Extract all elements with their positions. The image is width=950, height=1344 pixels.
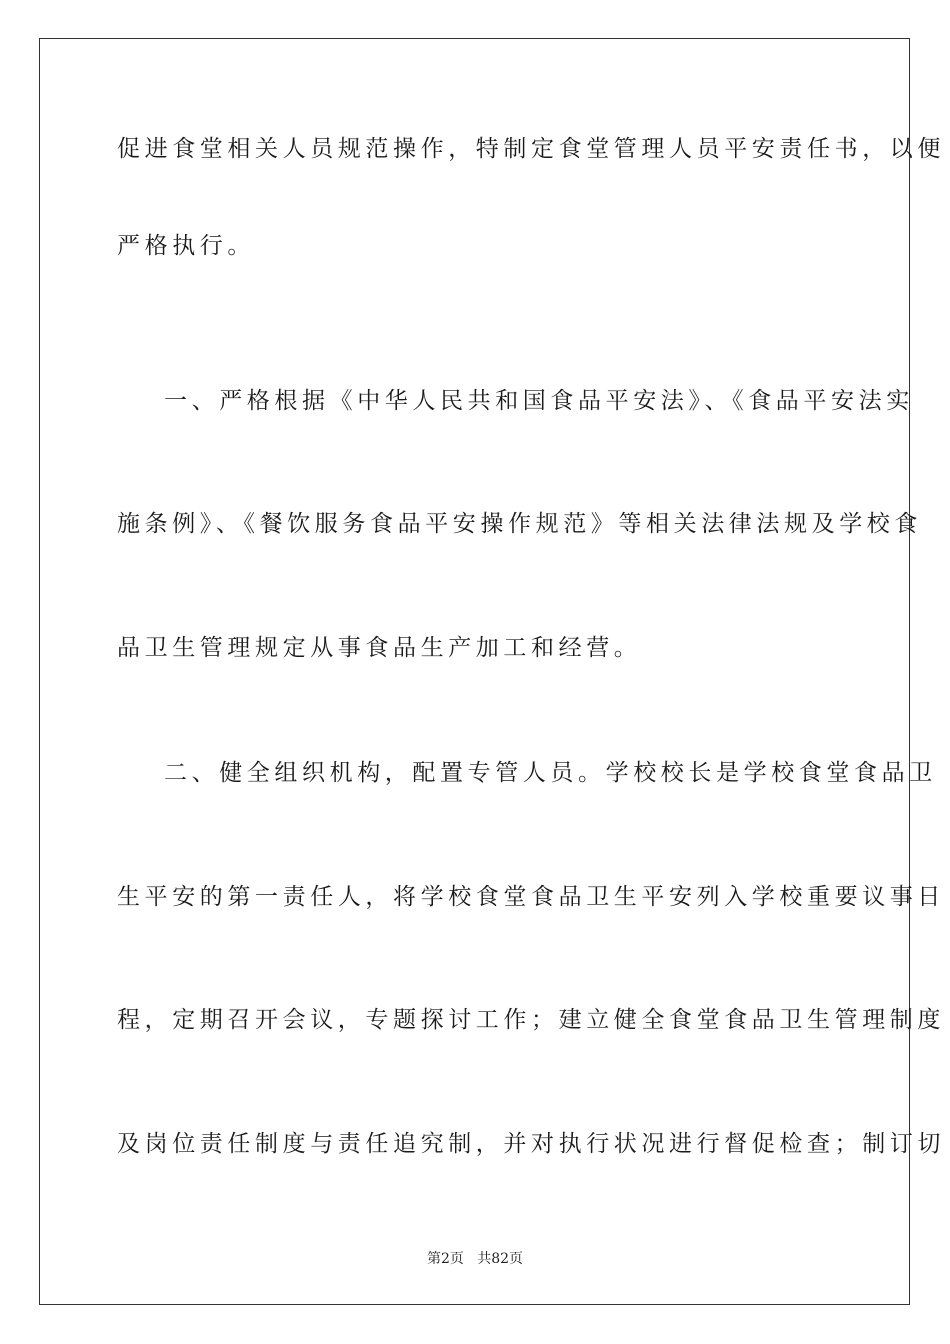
text-line-6: 二、健全组织机构，配置专管人员。学校校长是学校食堂食品卫 (164, 760, 937, 786)
text-line-4: 施条例》、《餐饮服务食品平安操作规范》等相关法律法规及学校食 (117, 511, 922, 537)
page-footer: 第2页 共82页 (426, 1251, 524, 1267)
text-line-5: 品卫生管理规定从事食品生产加工和经营。 (117, 635, 642, 661)
text-line-7: 生平安的第一责任人，将学校食堂食品卫生平安列入学校重要议事日 (117, 884, 945, 910)
text-line-9: 及岗位责任制度与责任追究制，并对执行状况进行督促检查；制订切 (117, 1131, 945, 1157)
page-border (39, 38, 910, 1305)
text-line-8: 程，定期召开会议，专题探讨工作；建立健全食堂食品卫生管理制度 (117, 1007, 945, 1033)
text-line-2: 严格执行。 (117, 233, 255, 259)
text-line-1: 促进食堂相关人员规范操作，特制定食堂管理人员平安责任书，以便 (117, 136, 945, 162)
text-line-3: 一、严格根据《中华人民共和国食品平安法》、《食品平安法实 (164, 388, 914, 414)
